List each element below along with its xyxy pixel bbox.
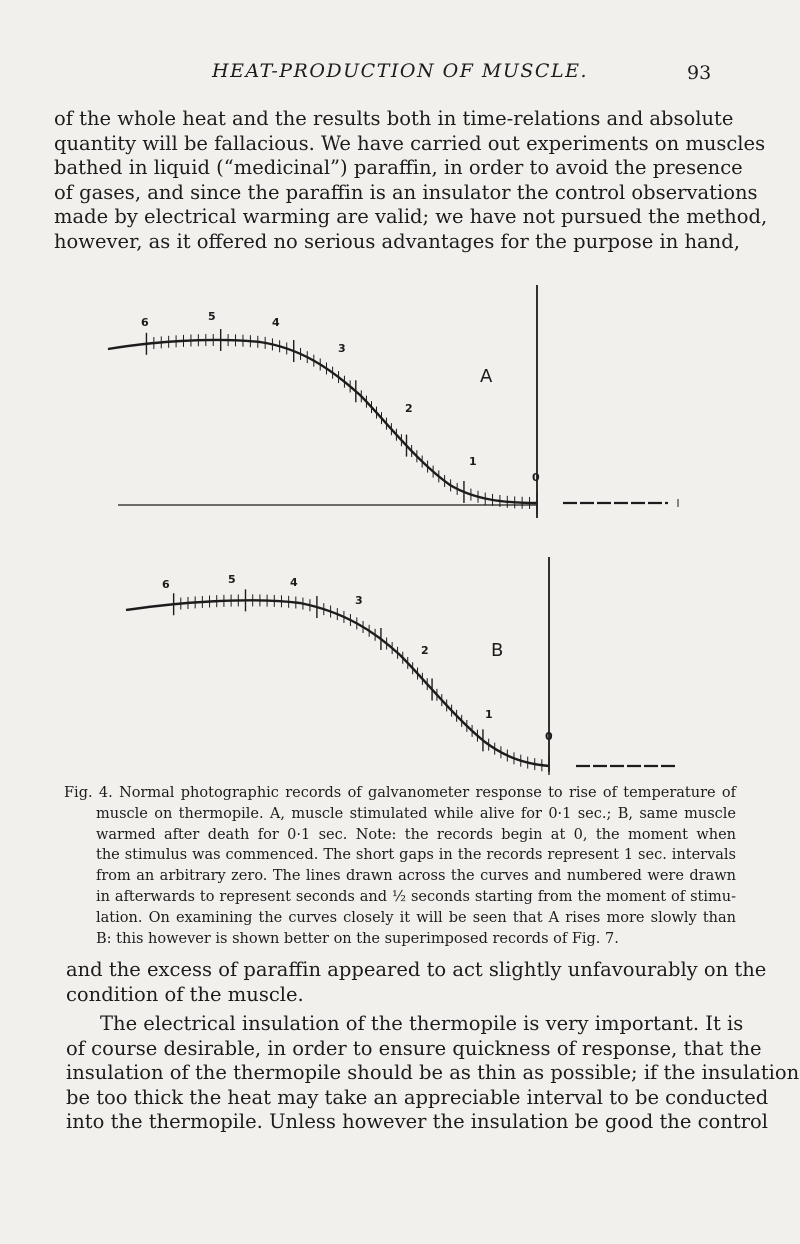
text-line: be too thick the heat may take an appreciable interval to be conducted	[66, 1085, 769, 1109]
text-line: and the excess of paraffin appeared to act slightly unfavourably on the	[66, 958, 767, 981]
text-line: made by electrical warming are valid; we have not pursued the method,	[54, 205, 768, 229]
text-line: quantity will be fallacious. We have carried out experiments on muscles	[54, 131, 766, 155]
text-line: however, as it offered no serious advantages for the purpose in hand,	[54, 229, 740, 253]
panel-label-b: B	[491, 640, 504, 661]
text-line: condition of the muscle.	[66, 982, 304, 1006]
tick-label-a-6: 6	[141, 316, 149, 329]
caption-line: Fig. 4. Normal photographic records of galvanometer response to rise of temperature of	[64, 785, 736, 801]
tick-label-b-4: 4	[290, 576, 298, 589]
tick-label-a-5: 5	[208, 310, 216, 323]
panel-a	[108, 285, 678, 518]
bottom-paragraph-1	[66, 958, 767, 1007]
caption-line: warmed after death for 0·1 sec. Note: the records begin at 0, the moment when	[96, 826, 736, 843]
tick-label-b-0: 0	[545, 730, 553, 743]
tick-label-a-0: 0	[532, 471, 540, 484]
tick-label-b-1: 1	[485, 708, 493, 721]
tick-label-b-3: 3	[355, 594, 363, 607]
tick-label-a-1: 1	[469, 455, 477, 468]
tick-label-a-2: 2	[405, 402, 413, 415]
caption-line: the stimulus was commenced. The short gaps in the records represent 1 sec. intervals	[96, 847, 736, 864]
caption-line: muscle on thermopile. A, muscle stimulated while alive for 0·1 sec.; B, same muscle	[96, 805, 736, 822]
tick-label-b-5: 5	[228, 573, 236, 586]
text-line: bathed in liquid (“medicinal”) paraffin, in order to avoid the presence	[54, 156, 743, 180]
text-line: of course desirable, in order to ensure quickness of response, that the	[66, 1036, 762, 1060]
top-paragraph	[54, 107, 768, 255]
caption-line: from an arbitrary zero. The lines drawn across the curves and numbered were drawn	[96, 868, 736, 885]
galvanometer-figure	[0, 270, 800, 775]
record-curve-a	[108, 340, 537, 503]
record-curve-b	[126, 600, 549, 766]
panel-label-a: A	[480, 366, 493, 387]
caption-line: lation. On examining the curves closely it will be seen that A rises more slowly than	[96, 909, 736, 926]
tick-label-b-2: 2	[421, 644, 429, 657]
bottom-paragraph-2	[66, 1012, 800, 1135]
tick-label-a-4: 4	[272, 316, 280, 329]
caption-line: in afterwards to represent seconds and ½ seconds starting from the moment of stimu-	[96, 888, 736, 905]
text-line: insulation of the thermopile should be as thin as possible; if the insulation	[66, 1061, 800, 1085]
tick-label-a-3: 3	[338, 342, 346, 355]
text-line: The electrical insulation of the thermopile is very important. It is	[100, 1012, 744, 1035]
text-line: of gases, and since the paraffin is an insulator the control observations	[54, 180, 758, 204]
text-line: of the whole heat and the results both in time-relations and absolute	[54, 107, 734, 130]
curve-ticks-a	[146, 329, 537, 514]
figure-caption	[64, 783, 736, 949]
panel-b	[126, 557, 678, 775]
tick-label-b-6: 6	[162, 578, 170, 591]
caption-line: B: this however is shown better on the superimposed records of Fig. 7.	[96, 930, 619, 947]
page-number: 93	[687, 62, 712, 84]
running-title: HEAT-PRODUCTION OF MUSCLE.	[212, 60, 588, 82]
text-line: into the thermopile. Unless however the insulation be good the control	[66, 1110, 768, 1134]
